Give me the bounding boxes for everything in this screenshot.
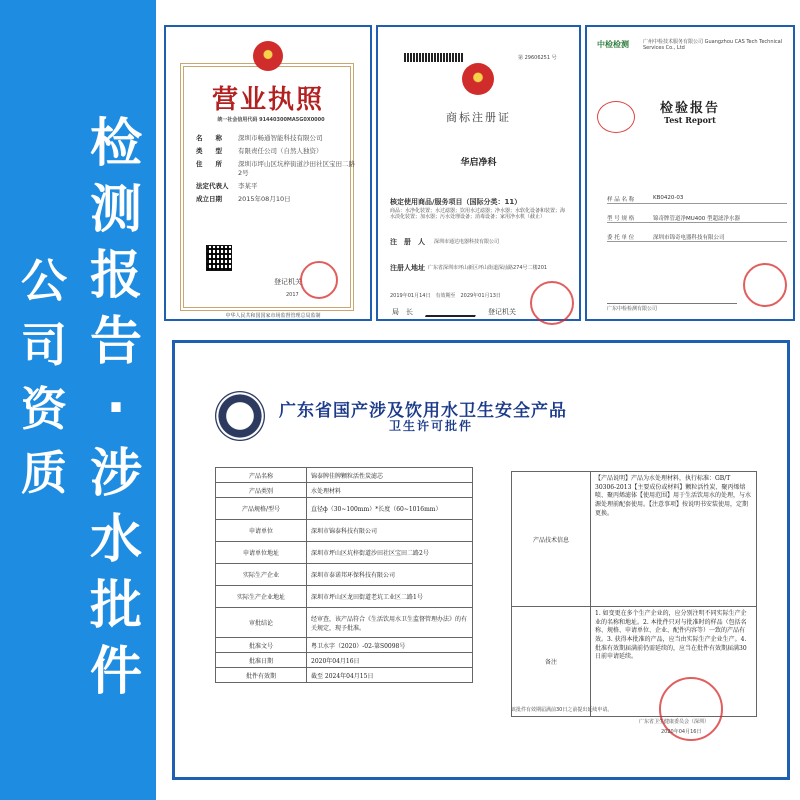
sidebar-char: 质 xyxy=(21,446,67,500)
report-title-en: Test Report xyxy=(664,115,716,125)
license-field-label: 法定代表人 xyxy=(196,182,229,190)
sidebar-char: 件 xyxy=(89,642,142,702)
barcode-icon xyxy=(404,53,464,62)
table-cell-value: 水处理材料 xyxy=(307,483,473,498)
table-cell-value: 【产品说明】产品为水处理材料，执行标准：GB/T 30306-2013【主要成份或材料】颗粒活性炭、聚丙烯熔喷、聚丙烯滤体【使用范围】用于生活饮用水的处理，与水源处理前配套使用。【注意事项】按说明书安装使用，定期更换。 xyxy=(591,472,757,607)
trademark-items-text: 商品：水净化装置；水过滤器；饮用水过滤器；净水器；水软化设备和装置；海水淡化装置；加水器；污水处理设备；消毒设备；家用净水机（截止） xyxy=(390,208,566,220)
table-cell-label: 批件有效期 xyxy=(216,668,307,683)
license-footer: 中华人民共和国国家市场监督管理总局监制 xyxy=(225,313,321,319)
license-field-value: 2015年08月10日 xyxy=(238,195,291,203)
sidebar-char: 涉 xyxy=(89,444,142,504)
table-cell-value: 锦泰牌佳牌颗粒活性炭滤芯 xyxy=(307,468,473,483)
table-cell-value: 粤卫水字（2020）-02-第S0098号 xyxy=(307,638,473,653)
permit-title-line1: 广东省国产涉及饮用水卫生安全产品 xyxy=(279,401,567,421)
sidebar-char: 检 xyxy=(89,114,142,174)
table-cell-value: 截至 2024年04月15日 xyxy=(307,668,473,683)
sidebar-title-reports-permits xyxy=(85,114,147,712)
table-row xyxy=(216,520,473,542)
license-field-value: 李某平 xyxy=(238,182,258,190)
table-cell-value: 深圳市泰诺邦环保科技有限公司 xyxy=(307,564,473,586)
trademark-address: 广东省深圳市坪山新区坪山街道深汕路274号二楼201 xyxy=(428,265,548,271)
report-divider xyxy=(607,303,737,304)
trademark-registrant-label: 注 册 人 xyxy=(390,238,425,246)
sidebar-char: 告 xyxy=(89,312,142,372)
table-row xyxy=(512,472,757,607)
hygiene-permit-card xyxy=(172,340,790,780)
sidebar-char: 水 xyxy=(89,510,142,570)
table-cell-label: 批准日期 xyxy=(216,653,307,668)
table-row xyxy=(216,542,473,564)
report-header-brand: 中检检测 xyxy=(597,40,629,49)
sidebar-title-company-qualification xyxy=(18,254,70,514)
official-seal-icon xyxy=(300,261,338,299)
sidebar-char: 资 xyxy=(21,382,67,436)
table-row xyxy=(216,608,473,638)
trademark-number: 第 29606251 号 xyxy=(518,55,557,61)
table-cell-value: 2020年04月16日 xyxy=(307,653,473,668)
license-field-value: 深圳市坪山区坑梓街道沙田社区宝田二路2号 xyxy=(238,160,355,177)
license-field-label: 成立日期 xyxy=(196,195,222,203)
report-field-value: 深圳市锦奇电器科技有限公司 xyxy=(653,235,725,241)
permit-main-table xyxy=(215,467,473,683)
table-row xyxy=(216,468,473,483)
permit-issuer: 广东省卫生健康委员会（深圳） xyxy=(639,719,710,725)
trademark-brand: 华启净科 xyxy=(460,158,497,168)
trademark-items-label: 核定使用商品/服务项目（国际分类：11） xyxy=(390,198,522,206)
license-date: 2017 xyxy=(286,292,299,298)
sidebar-char: 报 xyxy=(89,246,142,306)
trademark-office: 局 长 xyxy=(392,308,413,316)
sidebar-char: · xyxy=(106,378,126,438)
sidebar-char: 公 xyxy=(21,254,67,308)
table-cell-value: 1. 如变更在多个生产企业的，应分别注明不同实际生产企业的名称和地址。2. 本批件只对与批准时的样品（包括名称、规格、申请单位、企业、配件内容等）一致的产品有效。3. 获得本批准的产品，应当由实际生产企业生产。4. 批准有效期届满前仍需延续的，应当在批件有效期届满30日前申请延续。 xyxy=(591,607,757,717)
signature-icon xyxy=(425,299,481,317)
table-cell-value: 深圳市坪山区坑梓街道沙田社区宝田二路2号 xyxy=(307,542,473,564)
table-row xyxy=(216,498,473,520)
trademark-date: 2019年01月14日 有效期至 2029年01月13日 xyxy=(390,293,501,299)
table-row xyxy=(216,483,473,498)
permit-title-line2: 卫生许可批件 xyxy=(389,419,474,433)
report-field-value: 锦奇牌管道净MU400 型超滤净水器 xyxy=(653,216,741,222)
national-emblem-icon xyxy=(253,41,283,71)
table-cell-label: 产品名称 xyxy=(216,468,307,483)
license-code: 统一社会信用代码 91440300MA5G0X0000 xyxy=(217,117,325,123)
health-commission-logo-icon xyxy=(215,391,265,441)
table-row xyxy=(216,653,473,668)
permit-footer-note: 该批件有效期届满前30日之前提出延续申请。 xyxy=(511,707,613,713)
table-cell-label: 产品类别 xyxy=(216,483,307,498)
qr-code-icon xyxy=(206,245,232,271)
table-cell-value: 深圳市坪山区龙田街道老坑工业区二路1号 xyxy=(307,586,473,608)
trademark-title: 商标注册证 xyxy=(446,111,511,124)
report-fields xyxy=(607,195,787,252)
report-field-value: KB0420-03 xyxy=(653,195,684,201)
table-cell-value: 直径ф（30~100mm）*长度（60~1016mm） xyxy=(307,498,473,520)
trademark-registrant: 深圳市通达电器科技有限公司 xyxy=(434,239,500,245)
table-row xyxy=(216,638,473,653)
permit-spec-table xyxy=(511,471,757,717)
trademark-certificate-card xyxy=(376,25,581,321)
license-field-value: 深圳市畅通智能科技有限公司 xyxy=(238,134,323,142)
table-cell-value: 经审查，该产品符合《生活饮用水卫生监督管理办法》的有关规定，现予批准。 xyxy=(307,608,473,638)
license-authority: 登记机关 xyxy=(274,278,302,286)
sidebar-char: 批 xyxy=(89,576,142,636)
table-cell-label: 实际生产企业地址 xyxy=(216,586,307,608)
license-title: 营业执照 xyxy=(211,85,324,115)
report-header-org: 广州中检技术服务有限公司 Guangzhou CAS Tech Technical Services Co., Ltd xyxy=(643,39,783,51)
license-field-value: 有限责任公司（自然人独资） xyxy=(238,147,323,155)
report-footer: 广东中检检测有限公司 xyxy=(607,306,658,312)
table-row xyxy=(216,564,473,586)
table-row xyxy=(216,668,473,683)
trademark-seal-label: 登记机关 xyxy=(488,308,516,316)
table-cell-label: 产品技术信息 xyxy=(512,472,591,607)
table-cell-value: 深圳市锦泰科技有限公司 xyxy=(307,520,473,542)
official-seal-icon xyxy=(530,281,574,325)
license-field-label: 名 称 xyxy=(196,134,222,142)
report-title-cn: 检验报告 xyxy=(659,101,720,116)
national-emblem-icon xyxy=(462,63,494,95)
report-field-label: 样 品 名 称 xyxy=(607,197,635,203)
table-cell-label: 申请单位 xyxy=(216,520,307,542)
trademark-address-label: 注册人地址 xyxy=(390,264,425,272)
table-cell-label: 备注 xyxy=(512,607,591,717)
official-seal-icon xyxy=(743,263,787,307)
test-report-card xyxy=(585,25,795,321)
table-cell-label: 批准文号 xyxy=(216,638,307,653)
report-field-label: 委 托 单 位 xyxy=(607,235,635,241)
license-field-label: 类 型 xyxy=(196,147,222,155)
table-cell-label: 实际生产企业 xyxy=(216,564,307,586)
table-cell-label: 审批结论 xyxy=(216,608,307,638)
report-field-label: 型 号 规 格 xyxy=(607,216,635,222)
license-field-label: 住 所 xyxy=(196,160,222,168)
sidebar-char: 司 xyxy=(21,318,67,372)
table-cell-label: 申请单位地址 xyxy=(216,542,307,564)
license-fields xyxy=(196,133,356,207)
table-cell-label: 产品规格/型号 xyxy=(216,498,307,520)
permit-issue-date: 2020年04月16日 xyxy=(661,729,702,735)
table-row xyxy=(216,586,473,608)
business-license-card xyxy=(164,25,372,321)
sidebar-char: 测 xyxy=(89,180,142,240)
